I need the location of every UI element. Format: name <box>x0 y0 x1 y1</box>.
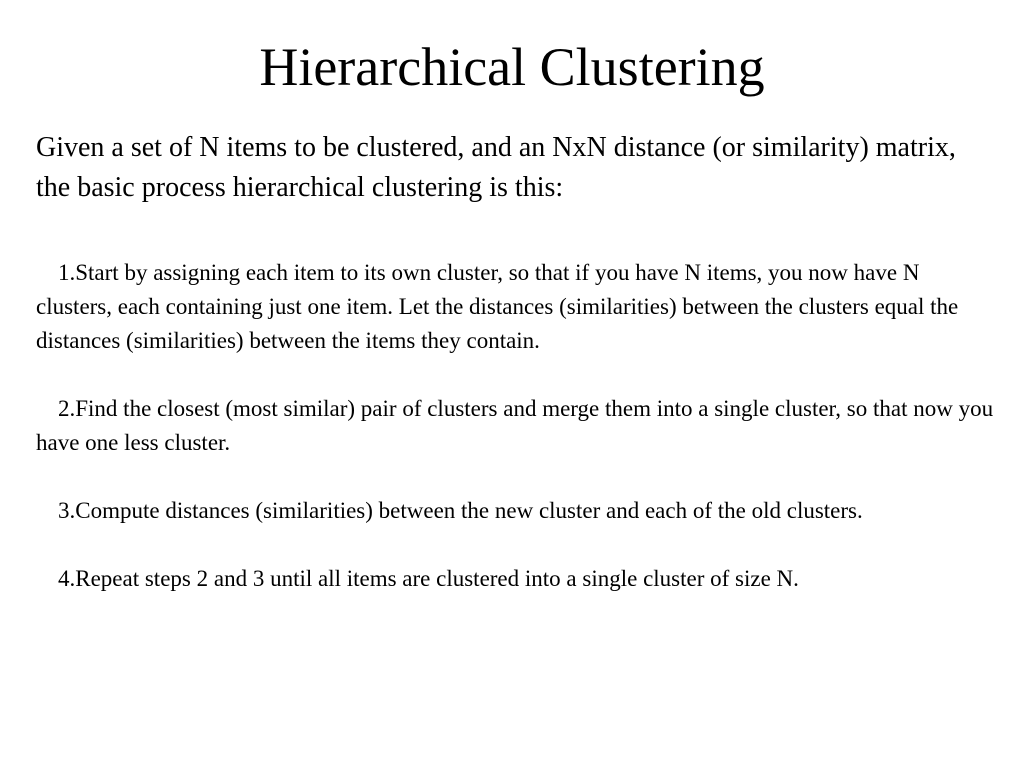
step-text: 1.Start by assigning each item to its own cluster, so that if you have N items, you now have N clusters, each containing just one item. Let the distances (similarities) between the clusters equal the distances (similarities) between the items they contain. <box>36 260 959 353</box>
steps-list <box>36 256 996 630</box>
intro-paragraph: Given a set of N items to be clustered, and an NxN distance (or similarity) matrix, the basic process hierarchical clustering is this: <box>36 132 956 203</box>
step-item <box>36 494 996 528</box>
step-text: 3.Compute distances (similarities) between the new cluster and each of the old clusters. <box>58 498 863 523</box>
step-text: 2.Find the closest (most similar) pair of clusters and merge them into a single cluster, so that now you have one less cluster. <box>36 396 994 455</box>
slide-title: Hierarchical Clustering <box>259 37 765 97</box>
step-text: 4.Repeat steps 2 and 3 until all items are clustered into a single cluster of size N. <box>58 566 799 591</box>
step-item <box>36 562 996 596</box>
step-item <box>36 256 996 358</box>
step-item <box>36 392 996 460</box>
